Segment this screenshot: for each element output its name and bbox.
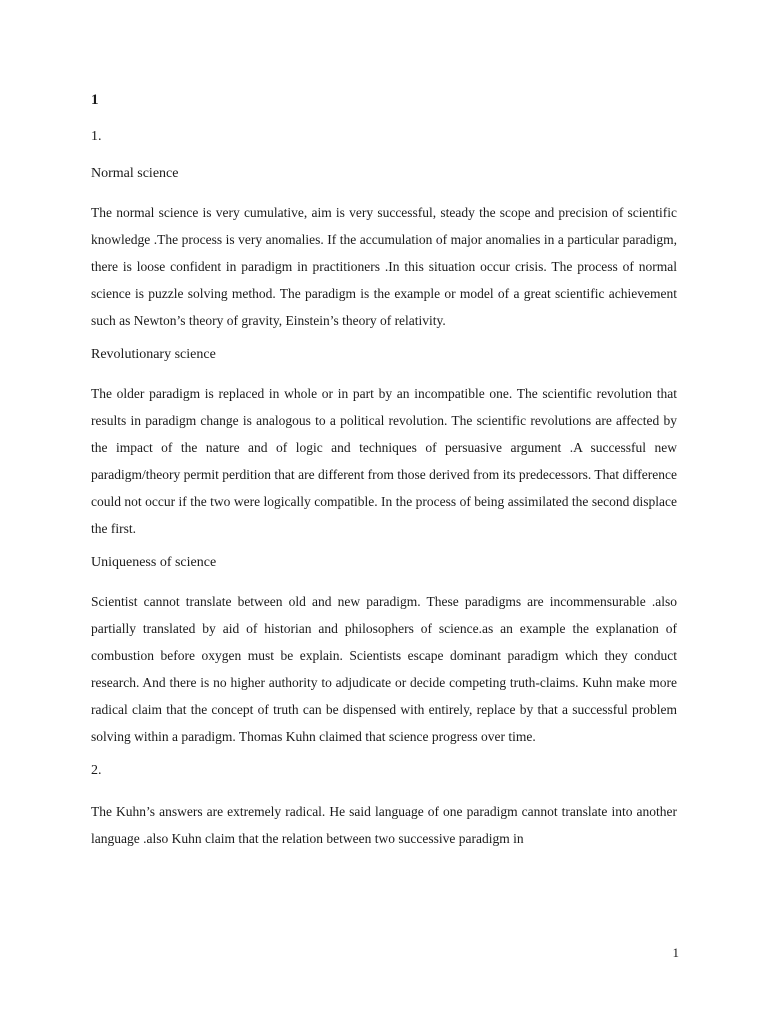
paragraph-normal-science: The normal science is very cumulative, aim is very successful, steady the scope and precision of scientific knowledge .The process is very anomalies. If the accumulation of major anomalies in a particular paradigm, there is loose confident in paradigm in practitioners .In this situation occur crisis. The process of normal science is puzzle solving method. The paradigm is the example or model of a great scientific achievement such as Newton’s theory of gravity, Einstein’s theory of relativity. [91,205,677,328]
paragraph-uniqueness-of-science: Scientist cannot translate between old and new paradigm. These paradigms are incommensurable .also partially translated by aid of historian and philosophers of science.as an example the explanation of combustion before oxygen must be explain. Scientists escape dominant paradigm which they conduct research. And there is no higher authority to adjudicate or decide competing truth-claims. Kuhn make more radical claim that the concept of truth can be dispensed with entirely, replace by that a successful problem solving within a paradigm. Thomas Kuhn claimed that science progress over time. [91,594,677,744]
heading-uniqueness-of-science: Uniqueness of science [91,555,217,570]
document-title: 1 [91,92,99,108]
paragraph-revolutionary-science: The older paradigm is replaced in whole or in part by an incompatible one. The scientific revolution that results in paradigm change is analogous to a political revolution. The scientific revolutions are affected by the impact of the nature and of logic and techniques of persuasive argument .A successful new paradigm/theory permit perdition that are different from those derived from its predecessors. That difference could not occur if the two were logically compatible. In the process of being assimilated the second displace the first. [91,386,677,536]
page-number: 1 [672,945,679,960]
section-number-1: 1. [91,129,102,144]
heading-revolutionary-science: Revolutionary science [91,347,216,362]
section-number-2: 2. [91,763,102,778]
heading-normal-science: Normal science [91,166,179,181]
paragraph-kuhn-answers: The Kuhn’s answers are extremely radical. He said language of one paradigm cannot translate into another language .also Kuhn claim that the relation between two successive paradigm in [91,804,677,846]
document-body [91,90,677,863]
